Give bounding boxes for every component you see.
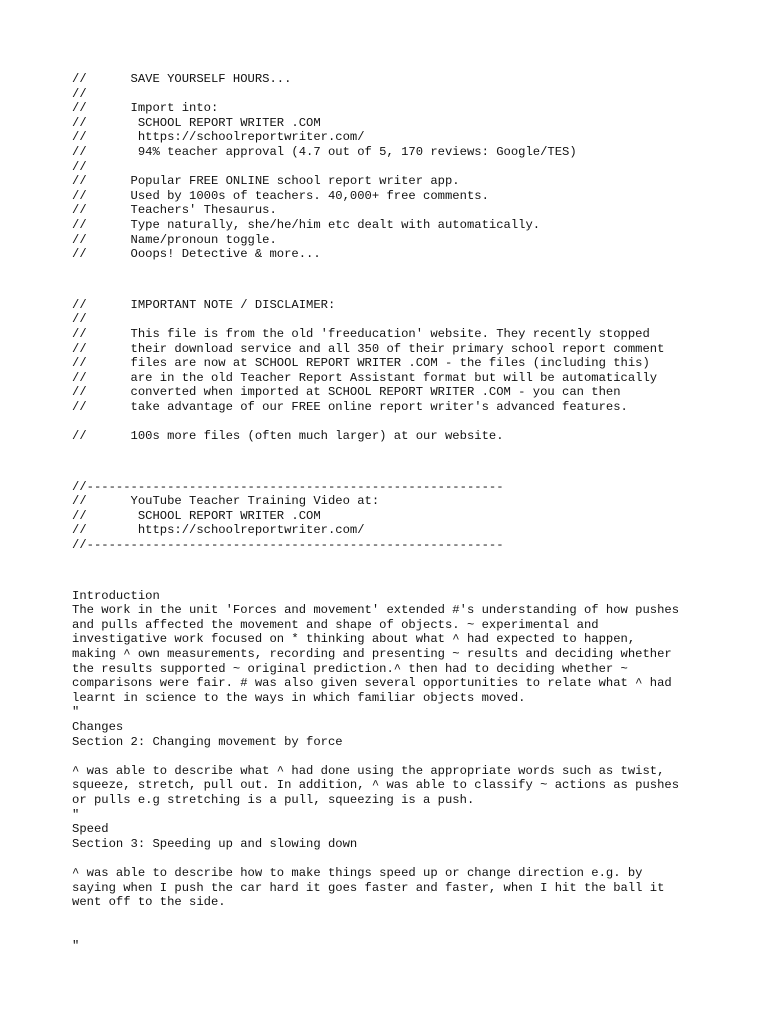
introduction-block — [72, 589, 752, 750]
header-line: // SCHOOL REPORT WRITER .COM — [72, 115, 321, 130]
spacer — [72, 444, 752, 480]
body-line: ^ was able to describe what ^ had done using the appropriate words such as twist, — [72, 763, 665, 778]
body-line: the results supported ~ original prediction.^ then had to deciding whether ~ — [72, 661, 628, 676]
disclaimer-line: // This file is from the old 'freeducation' website. They recently stopped — [72, 326, 650, 341]
body-line: comparisons were fair. # was also given several opportunities to relate what ^ had — [72, 676, 672, 691]
video-block — [72, 480, 752, 553]
spacer — [72, 851, 752, 866]
body-line: or pulls e.g stretching is a pull, squeezing is a push. — [72, 792, 475, 807]
header-line: // Ooops! Detective & more... — [72, 247, 321, 262]
spacer — [72, 749, 752, 764]
header-line: // Teachers' Thesaurus. — [72, 203, 277, 218]
video-line: // SCHOOL REPORT WRITER .COM — [72, 508, 321, 523]
spacer — [72, 910, 752, 939]
quote-marker: " — [72, 807, 80, 822]
end-quote-marker: " — [72, 938, 80, 953]
section-heading-introduction: Introduction — [72, 588, 160, 603]
section-subheading: Section 2: Changing movement by force — [72, 734, 343, 749]
header-line: // SAVE YOURSELF HOURS... — [72, 72, 292, 86]
more-files-line: // 100s more files (often much larger) at our website. — [72, 429, 504, 444]
spacer — [72, 414, 752, 429]
header-line: // Type naturally, she/he/him etc dealt with automatically. — [72, 217, 541, 232]
speed-block — [72, 866, 752, 910]
section-heading-changes: Changes — [72, 719, 124, 734]
video-line: // https://schoolreportwriter.com/ — [72, 523, 365, 538]
header-line: // Import into: — [72, 101, 219, 116]
video-line: // YouTube Teacher Training Video at: — [72, 494, 380, 509]
header-line: // Popular FREE ONLINE school report writer app. — [72, 174, 460, 189]
document-page — [72, 72, 752, 953]
header-block — [72, 72, 752, 262]
spacer — [72, 262, 752, 298]
body-line: saying when I push the car hard it goes faster and faster, when I hit the ball it — [72, 880, 665, 895]
disclaimer-line: // take advantage of our FREE online report writer's advanced features. — [72, 399, 628, 414]
header-line: // Used by 1000s of teachers. 40,000+ free comments. — [72, 188, 489, 203]
body-line: and pulls affected the movement and shape of objects. ~ experimental and — [72, 617, 599, 632]
body-line: making ^ own measurements, recording and presenting ~ results and deciding whether — [72, 647, 672, 661]
body-line: went off to the side. — [72, 895, 226, 910]
video-divider-bottom: //--------------------------------------------------------- — [72, 538, 504, 553]
spacer — [72, 553, 752, 589]
body-line: squeeze, stretch, pull out. In addition, ^ was able to classify ~ actions as pushes — [72, 778, 680, 793]
section-heading-speed: Speed — [72, 822, 109, 837]
body-line: investigative work focused on * thinking about what ^ had expected to happen, — [72, 632, 636, 647]
header-line: // — [72, 159, 87, 174]
disclaimer-block — [72, 298, 752, 444]
video-divider-top: //--------------------------------------------------------- — [72, 479, 504, 494]
section-subheading: Section 3: Speeding up and slowing down — [72, 836, 358, 851]
disclaimer-line: // files are now at SCHOOL REPORT WRITER .COM - the files (including this) — [72, 356, 650, 371]
header-line: // https://schoolreportwriter.com/ — [72, 130, 365, 145]
body-line: ^ was able to describe how to make things speed up or change direction e.g. by — [72, 865, 643, 880]
changes-block — [72, 764, 752, 852]
header-line: // — [72, 86, 87, 101]
header-line: // 94% teacher approval (4.7 out of 5, 170 reviews: Google/TES) — [72, 144, 577, 159]
body-line: The work in the unit 'Forces and movement' extended #'s understanding of how pushes — [72, 603, 680, 618]
quote-marker: " — [72, 705, 80, 720]
disclaimer-line: // — [72, 312, 87, 327]
disclaimer-line: // IMPORTANT NOTE / DISCLAIMER: — [72, 297, 336, 312]
body-line: learnt in science to the ways in which familiar objects moved. — [72, 690, 526, 705]
header-line: // Name/pronoun toggle. — [72, 232, 277, 247]
disclaimer-line: // are in the old Teacher Report Assistant format but will be automatically — [72, 370, 658, 385]
disclaimer-line: // their download service and all 350 of their primary school report comment — [72, 341, 665, 356]
disclaimer-line: // converted when imported at SCHOOL REPORT WRITER .COM - you can then — [72, 385, 621, 400]
